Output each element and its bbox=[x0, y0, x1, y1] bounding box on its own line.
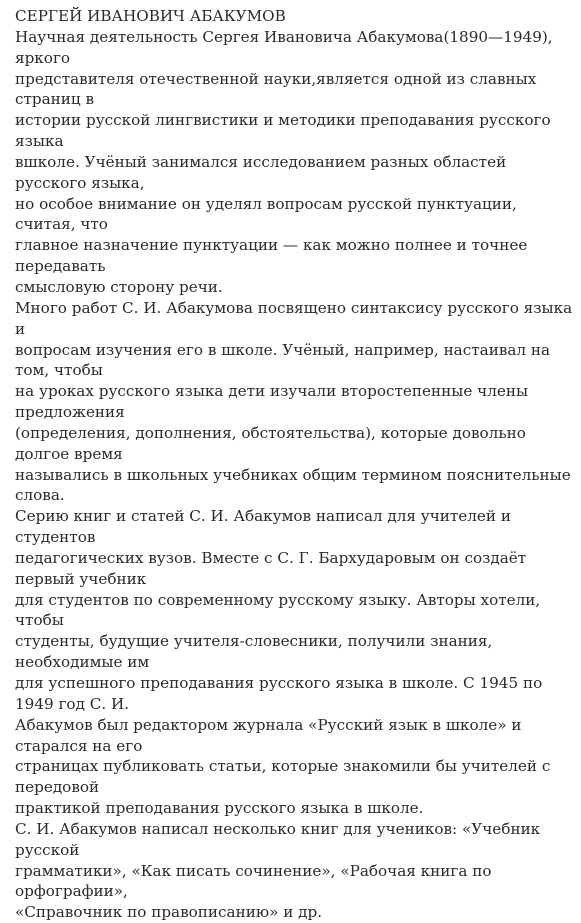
paragraph-4: С. И. Абакумов написал несколько книг для учеников: «Учебник русской грамматики», «Как писать сочинение», «Рабочая книга по орфографии», «Справочник по правописанию» и др. bbox=[15, 819, 541, 922]
paragraph-3: Серию книг и статей С. И. Абакумов написал для учителей и студентов педагогических вузов. Вместе с С. Г. Бархударовым он создаёт первый учебник для студентов по современному русскому языку. Авторы хотели, чтобы студенты, будущие учителя-словесники, получили знания, необходимые им для успешного преподавания русского языка в школе. С 1945 по 1949 год С. И. Абакумов был редактором журнала «Русский язык в школе» и старался на его страницах публиковать статьи, которые знакомили бы учителей с передовой практикой преподавания русского языка в школе. bbox=[15, 507, 551, 818]
article-heading: СЕРГЕЙ ИВАНОВИЧ АБАКУМОВ bbox=[15, 7, 286, 25]
paragraph-1: Научная деятельность Сергея Ивановича Абакумова(1890—1949), яркого представителя отечественной науки,является одной из славных страниц в истории русской лингвистики и методики преподавания русского языка вшколе. Учёный занимался исследованием разных областей русского языка, но особое внимание он уделял вопросам русской пунктуации, считая, что главное назначение пунктуации — как можно полнее и точнее передавать смысловую сторону речи. bbox=[15, 27, 553, 296]
paragraph-2: Много работ С. И. Абакумова посвящено синтаксису русского языка и вопросам изучения его в школе. Учёный, например, настаивал на том, чтобы на уроках русского языка дети изучали второстепенные члены предложения (определения, дополнения, обстоятельства), которые довольно долгое время назывались в школьных учебниках общим термином пояснительные слова. bbox=[15, 298, 573, 505]
article-body bbox=[15, 6, 581, 923]
cut-off-bottom-line bbox=[15, 532, 581, 539]
